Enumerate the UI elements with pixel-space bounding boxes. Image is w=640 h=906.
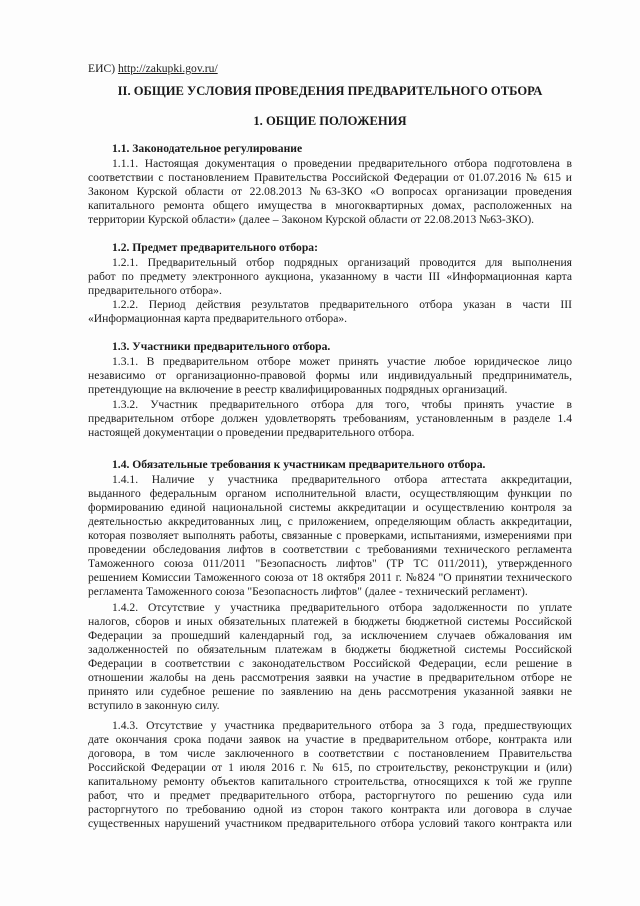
para-1-1-1-line: капитального ремонта общего имущества в многоквартирных домах, расположенных на <box>88 199 572 212</box>
para-1-2-2-line: «Информационная карта предварительного отбора». <box>88 312 348 325</box>
para-1-4-3-line: Российской Федерации от 1 июля 2016 г. № 615, по строительству, реконструкции и (или) <box>88 761 572 774</box>
para-1-3-2-line: предварительном отборе должен удовлетворять требованиям, установленным в разделе 1.4 <box>88 412 572 425</box>
heading-1-1: 1.1. Законодательное регулирование <box>112 142 303 155</box>
link-prefix: ЕИС) <box>88 62 118 75</box>
para-1-4-3-line: работ, что и предмет предварительного отбора, расторгнутого по решению суда или <box>88 789 572 802</box>
para-1-4-2-line: принято или судебное решение по заявлению на день рассмотрения указанной заявки не <box>88 685 572 698</box>
para-1-4-3-line: капитальному ремонту объектов капитального строительства, относящихся к той же группе <box>88 775 572 788</box>
para-1-3-1-line: претендующие на включение в реестр квалифицированных подрядных организаций. <box>88 383 508 396</box>
para-1-4-1-line: которая позволяет выполнять работы, связанные с проверками, испытаниями, измерениями при <box>88 529 572 542</box>
eis-link[interactable]: http://zakupki.gov.ru/ <box>117 62 218 75</box>
para-1-4-1-line: проведении обследования лифтов в соответствии с требованиями технического регламента <box>88 543 572 556</box>
para-1-2-1-line: 1.2.1. Предварительный отбор подрядных организаций проводится для выполнения <box>112 256 572 269</box>
para-1-4-1-line: формированию единой национальной системы аккредитации и осуществлению контроля за <box>88 501 572 514</box>
para-1-4-3-line: дате окончания срока подачи заявок на участие в предварительном отборе, контракта или <box>88 733 572 746</box>
heading-1-2: 1.2. Предмет предварительного отбора: <box>112 241 318 254</box>
section-title: II. ОБЩИЕ УСЛОВИЯ ПРОВЕДЕНИЯ ПРЕДВАРИТЕЛЬНОГО ОТБОРА <box>117 84 543 98</box>
para-1-4-1-line: выданного федеральным органом исполнительной власти, осуществляющим функции по <box>88 487 572 500</box>
para-1-4-2-line: Федерации в соответствии с законодательством Российской Федерации, если решение в <box>88 657 572 670</box>
para-1-4-1-line: Таможенного союза 011/2011 "Безопасность лифтов" (ТР ТС 011/2011), утвержденного <box>88 557 572 570</box>
para-1-2-2-line: 1.2.2. Период действия результатов предварительного отбора указан в части III <box>112 298 572 311</box>
para-1-4-1-line: 1.4.1. Наличие у участника предварительного отбора аттестата аккредитации, <box>112 473 572 486</box>
para-1-4-3-line: 1.4.3. Отсутствие у участника предварительного отбора за 3 года, предшествующих <box>112 719 572 732</box>
para-1-4-1-line: решением Комиссии Таможенного союза от 18 октября 2011 г. №824 "О принятии технического <box>88 571 572 584</box>
para-1-4-2-line: налогов, сборов и иных обязательных платежей в бюджеты бюджетной системы Российской <box>88 615 572 628</box>
para-1-2-1-line: работ по предмету электронного аукциона, указанному в части III «Информационная карта <box>88 270 572 283</box>
para-1-3-1-line: независимо от организационно-правовой формы или индивидуальный предприниматель, <box>88 369 572 382</box>
para-1-4-3-line: расторгнутого по требованию одной из сторон такого контракта или договора в случае <box>88 803 572 816</box>
para-1-3-2-line: 1.3.2. Участник предварительного отбора для того, чтобы принять участие в <box>112 398 572 411</box>
para-1-4-3-line: существенных нарушений участником предварительного отбора условий такого контракта или <box>88 817 572 830</box>
para-1-1-1-line: Законом Курской области от 22.08.2013 №63-ЗКО «О вопросах организации проведения <box>88 185 572 198</box>
heading-1-3: 1.3. Участники предварительного отбора. <box>112 340 331 353</box>
para-1-4-2-line: вступило в законную силу. <box>88 699 220 712</box>
para-1-1-1-line: территории Курской области» (далее – Законом Курской области от 22.08.2013 №63-ЗКО). <box>88 213 535 226</box>
para-1-3-1-line: 1.3.1. В предварительном отборе может принять участие любое юридическое лицо <box>112 355 572 368</box>
para-1-4-2-line: Федерации за прошедший календарный год, за исключением случаев обжалования им <box>88 629 572 642</box>
para-1-1-1-line: соответствии с постановлением Правительства Российской Федерации от 01.07.2016 № 615 и <box>88 171 572 184</box>
para-1-4-3-line: договора, в том числе заключенного в соответствии с постановлением Правительства <box>88 747 572 760</box>
para-1-3-2-line: настоящей документации о проведении предварительного отбора. <box>88 426 415 439</box>
para-1-4-2-line: задолженностей по обязательным платежам в бюджеты бюджетной системы Российской <box>88 643 572 656</box>
chapter-title: 1. ОБЩИЕ ПОЛОЖЕНИЯ <box>253 114 407 128</box>
para-1-4-1-line: регламента Таможенного союза "Безопасность лифтов" (далее - технический регламент). <box>88 585 528 598</box>
header-link-line <box>88 62 572 76</box>
para-1-4-2-line: 1.4.2. Отсутствие у участника предварительного отбора задолженности по уплате <box>112 601 572 614</box>
para-1-4-2-line: отношении жалобы на день рассмотрения заявки на участие в предварительном отборе не <box>88 671 572 684</box>
para-1-1-1-line: 1.1.1. Настоящая документация о проведении предварительного отбора подготовлена в <box>112 157 572 170</box>
para-1-2-1-line: предварительного отбора». <box>88 284 222 297</box>
para-1-4-1-line: деятельностью аккредитованных лиц, с приложением, определяющим область аккредитации, <box>88 515 572 528</box>
heading-1-4: 1.4. Обязательные требования к участникам предварительного отбора. <box>112 458 486 471</box>
